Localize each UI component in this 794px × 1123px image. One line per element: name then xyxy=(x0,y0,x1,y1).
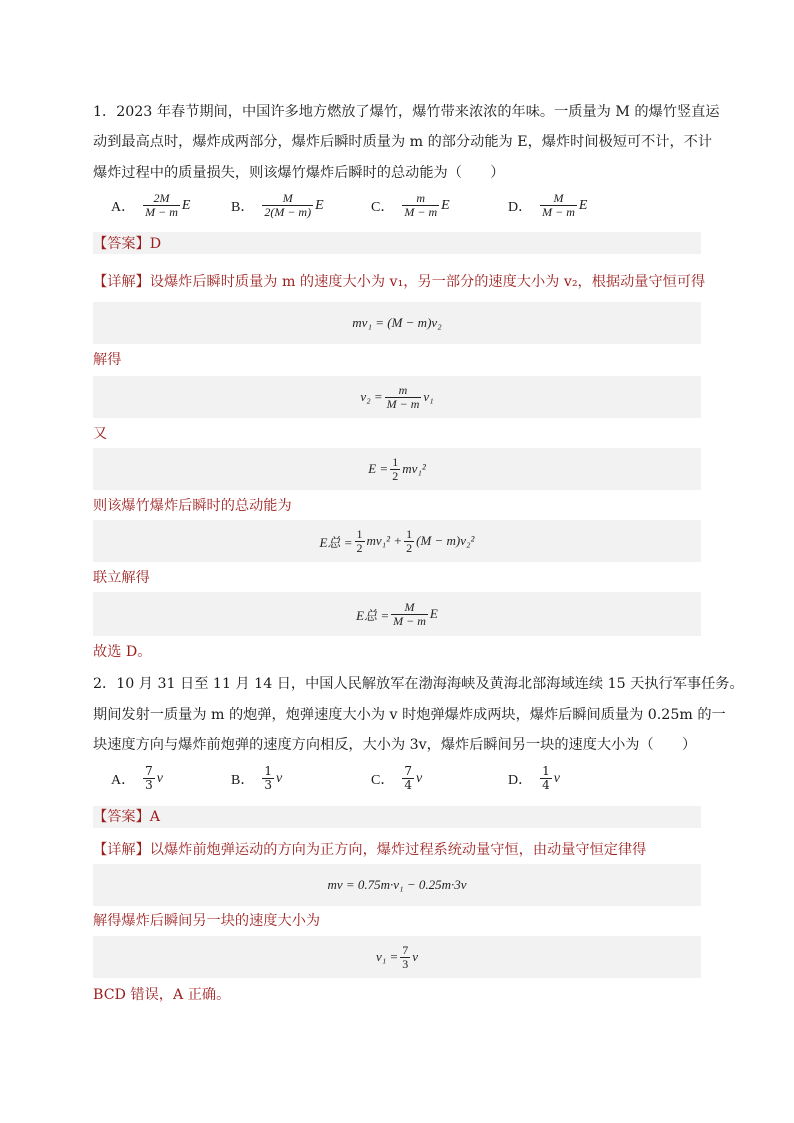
option-denominator: M − m xyxy=(145,205,178,219)
q1-text-jiede: 解得 xyxy=(93,352,122,368)
q1-conclusion: 故选 D。 xyxy=(93,644,152,660)
q2-stem-line2: 期间发射一质量为 m 的炮弹，炮弹速度大小为 v 时炮弹爆炸成两块，爆炸后瞬间质量为 0.25m 的一 xyxy=(93,707,726,723)
q1-stem-line2: 动到最高点时，爆炸成两部分，爆炸后瞬时质量为 m 的部分动能为 E，爆炸时间极短可不计，不计 xyxy=(93,134,713,150)
q1-stem-line1: 1．2023 年春节期间，中国许多地方燃放了爆竹，爆竹带来浓浓的年味。一质量为 M 的爆竹竖直运 xyxy=(93,104,720,120)
option-tail: v xyxy=(415,770,423,786)
eq-lhs: v₂ = xyxy=(360,389,383,404)
eq-numerator: m xyxy=(398,382,408,397)
q2-eq-momentum: mv = 0.75m·v₁ − 0.25m·3v xyxy=(327,877,467,892)
q1-eq-total-energy xyxy=(93,520,701,562)
eq-denominator: 2 xyxy=(392,468,399,483)
option-numerator: 1 xyxy=(264,764,272,778)
detail-text: 以爆炸前炮弹运动的方向为正方向，爆炸过程系统动量守恒，由动量守恒定律得 xyxy=(149,842,647,858)
q2-stem-line3: 块速度方向与爆炸前炮弹的速度方向相反，大小为 3v，爆炸后瞬间另一块的速度大小为（ ） xyxy=(93,737,697,753)
option-tail: E xyxy=(441,197,450,213)
eq-tail: mv₁² xyxy=(402,461,426,476)
q1-option-a xyxy=(111,192,190,219)
option-denominator: 2(M − m) xyxy=(264,205,312,219)
option-denominator: M − m xyxy=(404,205,438,219)
eq-denominator: M − m xyxy=(393,613,426,628)
option-numerator: 2M xyxy=(153,191,170,205)
q1-answer: 【答案】D xyxy=(93,236,162,252)
option-numerator: 1 xyxy=(542,764,550,778)
eq-tail: v xyxy=(412,949,419,964)
q1-eq-result xyxy=(93,592,701,636)
eq-tail: v₁ xyxy=(423,389,434,404)
option-label: C． xyxy=(371,772,395,788)
eq-numerator: M xyxy=(404,599,415,614)
eq-lhs: E = xyxy=(368,461,389,476)
eq-numerator: 1 xyxy=(392,454,399,469)
detail-tag: 【详解】 xyxy=(93,274,150,290)
q2-option-a xyxy=(111,765,163,792)
eq-denominator: 2 xyxy=(356,540,363,555)
detail-tag: 【详解】 xyxy=(93,842,150,858)
eq-lhs: E总 = xyxy=(319,534,353,550)
option-numerator: m xyxy=(416,191,426,205)
option-denominator: 4 xyxy=(404,778,412,792)
q1-eq-momentum: mv₁ = (M − m)v₂ xyxy=(352,315,442,330)
q2-answer-shade xyxy=(93,806,701,828)
option-denominator: 3 xyxy=(264,778,272,792)
q2-option-b xyxy=(231,765,282,792)
q2-option-d xyxy=(508,765,560,792)
option-denominator: 3 xyxy=(145,778,153,792)
detail-text: 设爆炸后瞬时质量为 m 的速度大小为 v₁，另一部分的速度大小为 v₂，根据动量守恒可得 xyxy=(149,274,706,290)
option-label: B． xyxy=(231,199,255,215)
eq-numerator: 1 xyxy=(406,526,413,541)
q1-option-c xyxy=(371,192,450,219)
eq-denominator: 2 xyxy=(406,540,413,555)
option-tail: v xyxy=(553,770,560,786)
option-label: A． xyxy=(111,199,136,215)
q2-conclusion: BCD 错误，A 正确。 xyxy=(93,987,231,1003)
eq-tail: (M − m)v₂² xyxy=(416,533,475,548)
q1-eq-v2 xyxy=(93,376,701,418)
eq-tail: E xyxy=(429,606,438,621)
q2-detail xyxy=(93,840,646,860)
q2-answer: 【答案】A xyxy=(93,809,160,825)
option-numerator: 7 xyxy=(404,764,412,778)
option-label: D． xyxy=(508,199,533,215)
q2-stem-line1: 2．10 月 31 日至 11 月 14 日，中国人民解放军在渤海海峡及黄海北部海域连续 15 天执行军事任务。 xyxy=(93,676,744,692)
eq-lhs: v₁ = xyxy=(375,949,399,964)
q2-text-jiede: 解得爆炸后瞬间另一块的速度大小为 xyxy=(93,913,321,929)
q2-eq-result xyxy=(93,936,701,978)
option-tail: E xyxy=(181,197,191,213)
option-tail: v xyxy=(156,770,163,786)
eq-lhs: E总 = xyxy=(356,607,390,623)
q1-eq-energy xyxy=(93,448,701,490)
q1-option-b xyxy=(231,192,324,219)
option-tail: v xyxy=(275,770,283,786)
q2-option-c xyxy=(371,765,422,792)
q1-option-d xyxy=(508,192,587,219)
q1-text-you: 又 xyxy=(93,426,108,442)
q1-stem-line3: 爆炸过程中的质量损失，则该爆竹爆炸后瞬时的总动能为（ ） xyxy=(93,165,505,181)
option-label: D． xyxy=(508,772,533,788)
q1-text-total: 则该爆竹爆炸后瞬时的总动能为 xyxy=(93,498,292,514)
option-denominator: M − m xyxy=(542,205,575,219)
eq-numerator: 7 xyxy=(402,942,409,957)
eq-denominator: M − m xyxy=(386,396,420,411)
q1-detail xyxy=(93,272,705,292)
option-tail: E xyxy=(578,197,588,213)
q1-answer-shade xyxy=(93,232,701,254)
option-label: C． xyxy=(371,199,395,215)
eq-middle: mv₁² + xyxy=(366,533,403,548)
option-numerator: 7 xyxy=(145,764,153,778)
option-label: B． xyxy=(231,772,255,788)
eq-numerator: 1 xyxy=(356,526,363,541)
option-tail: E xyxy=(315,197,324,213)
option-label: A． xyxy=(111,772,136,788)
q1-text-lianli: 联立解得 xyxy=(93,570,150,586)
option-numerator: M xyxy=(282,191,293,205)
eq-denominator: 3 xyxy=(402,956,409,971)
option-numerator: M xyxy=(553,191,564,205)
option-denominator: 4 xyxy=(542,778,550,792)
